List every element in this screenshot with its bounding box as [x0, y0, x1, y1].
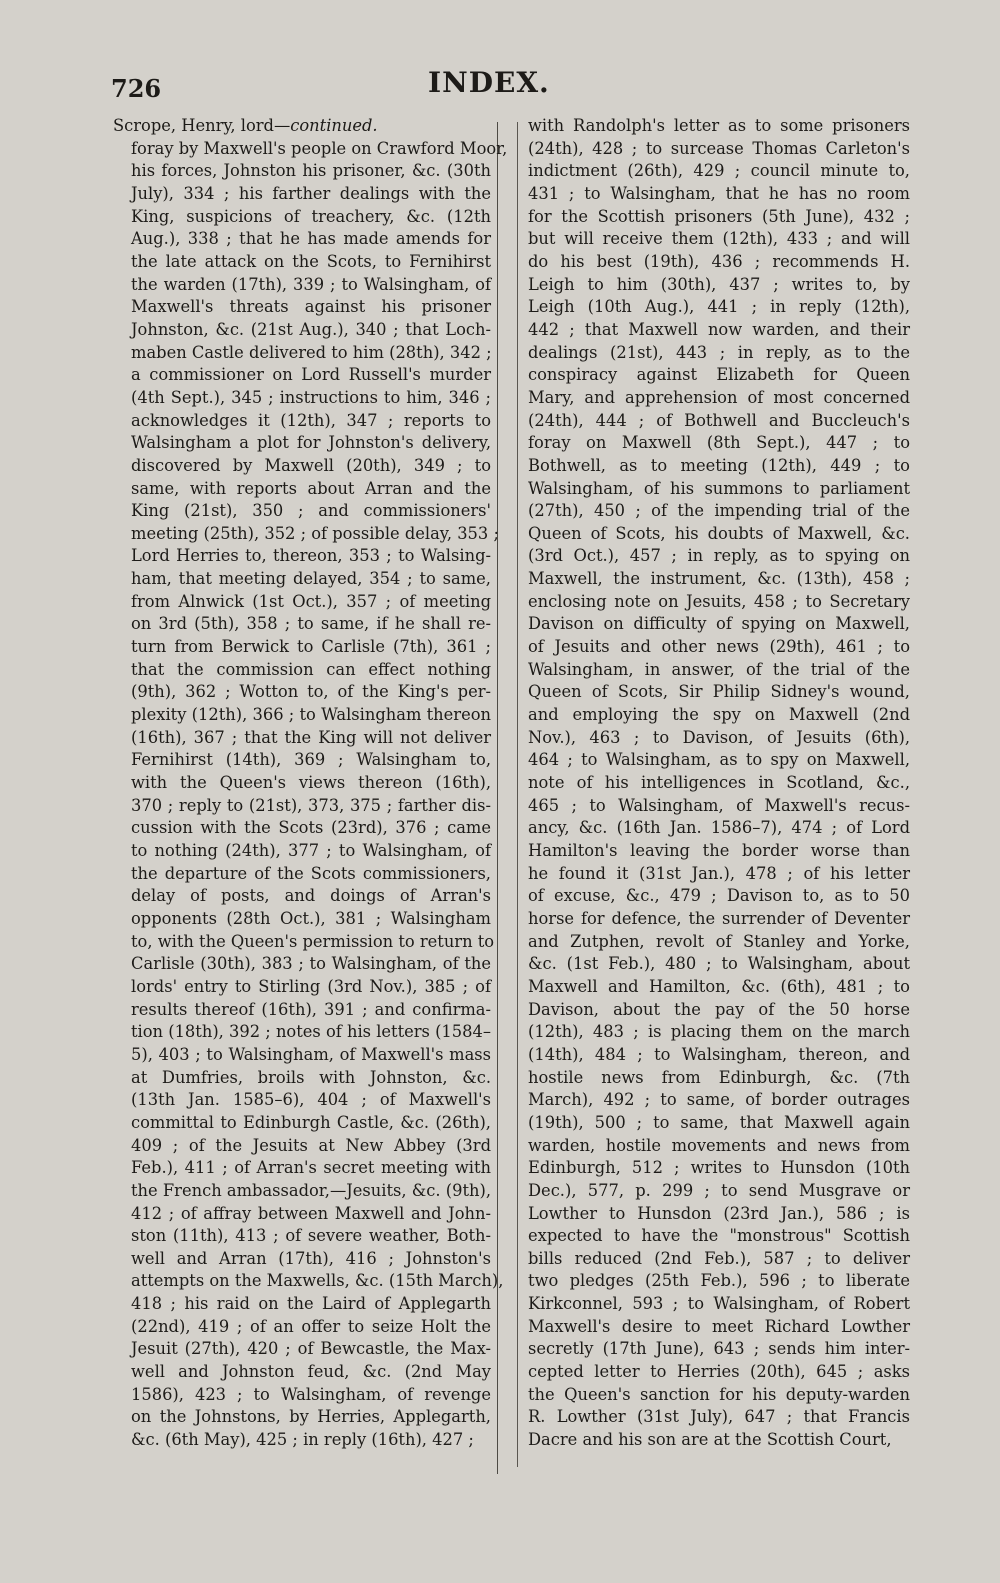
index-line: committal to Edinburgh Castle, &c. (26th),: [131, 1112, 491, 1132]
index-line: Aug.), 338 ; that he has made amends for: [131, 229, 491, 249]
index-line: 370 ; reply to (21st), 373, 375 ; farther dis-: [131, 795, 491, 815]
index-line: Leigh (10th Aug.), 441 ; in reply (12th),: [528, 297, 910, 317]
index-line: well and Johnston feud, &c. (2nd May: [131, 1362, 491, 1382]
index-line: bills reduced (2nd Feb.), 587 ; to deliver: [528, 1248, 910, 1268]
entry-heading-name: Scrope, Henry, lord—: [113, 116, 291, 135]
index-line: Queen of Scots, his doubts of Maxwell, &c.: [528, 523, 910, 543]
index-line: expected to have the "monstrous" Scottish: [528, 1226, 910, 1246]
index-line: Kirkconnel, 593 ; to Walsingham, of Robert: [528, 1294, 910, 1314]
index-line: 412 ; of affray between Maxwell and John-: [131, 1203, 491, 1223]
index-line: (3rd Oct.), 457 ; in reply, as to spying on: [528, 546, 910, 566]
index-line: maben Castle delivered to him (28th), 342 ;: [131, 342, 492, 362]
index-line: the departure of the Scots commissioners,: [131, 863, 491, 883]
index-line: Maxwell's desire to meet Richard Lowther: [528, 1316, 910, 1336]
index-line: with Randolph's letter as to some prisoners: [528, 116, 910, 135]
index-line: (22nd), 419 ; of an offer to seize Holt the: [131, 1316, 491, 1336]
index-line: Edinburgh, 512 ; writes to Hunsdon (10th: [528, 1158, 910, 1178]
index-line: delay of posts, and doings of Arran's: [131, 886, 491, 906]
index-line: cepted letter to Herries (20th), 645 ; asks: [528, 1362, 910, 1382]
index-line: meeting (25th), 352 ; of possible delay, 353 ;: [131, 523, 499, 543]
index-line: 5), 403 ; to Walsingham, of Maxwell's mass: [131, 1044, 491, 1064]
index-line: King (21st), 350 ; and commissioners': [131, 501, 491, 521]
index-line: note of his intelligences in Scotland, &c.,: [528, 773, 910, 793]
index-line: Walsingham a plot for Johnston's delivery,: [131, 433, 491, 453]
entry-heading: [113, 115, 491, 138]
index-line: Lord Herries to, thereon, 353 ; to Walsing-: [131, 546, 491, 566]
index-line: Dacre and his son are at the Scottish Court,: [528, 1430, 892, 1450]
index-line: the late attack on the Scots, to Fernihirst: [131, 251, 491, 271]
index-line: to nothing (24th), 377 ; to Walsingham, of: [131, 841, 491, 860]
index-line: (24th), 428 ; to surcease Thomas Carleton's: [528, 138, 910, 158]
index-line: 431 ; to Walsingham, that he has no room: [528, 183, 910, 203]
index-line: Dec.), 577, p. 299 ; to send Musgrave or: [528, 1180, 910, 1200]
column-divider-inner: [517, 122, 518, 1467]
index-line: turn from Berwick to Carlisle (7th), 361 ;: [131, 637, 491, 657]
index-line: his forces, Johnston his prisoner, &c. (30th: [131, 161, 491, 181]
index-line: on 3rd (5th), 358 ; to same, if he shall re-: [131, 614, 491, 634]
index-line: 464 ; to Walsingham, as to spy on Maxwell,: [528, 750, 910, 770]
index-line: Carlisle (30th), 383 ; to Walsingham, of the: [131, 954, 491, 974]
index-line: at Dumfries, broils with Johnston, &c.: [131, 1067, 491, 1087]
index-line: enclosing note on Jesuits, 458 ; to Secretary: [528, 591, 910, 611]
index-line: Feb.), 411 ; of Arran's secret meeting with: [131, 1158, 491, 1178]
page-number: 726: [111, 74, 162, 103]
index-line: Nov.), 463 ; to Davison, of Jesuits (6th),: [528, 727, 910, 747]
index-line: he found it (31st Jan.), 478 ; of his letter: [528, 863, 910, 883]
index-line: foray on Maxwell (8th Sept.), 447 ; to: [528, 433, 910, 453]
index-line: for the Scottish prisoners (5th June), 432 ;: [528, 206, 910, 226]
index-line: the French ambassador,—Jesuits, &c. (9th),: [131, 1180, 491, 1200]
index-line: of Jesuits and other news (29th), 461 ; to: [528, 637, 910, 657]
index-line: on the Johnstons, by Herries, Applegarth,: [131, 1407, 491, 1427]
index-line: Maxwell and Hamilton, &c. (6th), 481 ; to: [528, 976, 910, 996]
index-line: indictment (26th), 429 ; council minute to,: [528, 161, 910, 181]
right-column: [528, 115, 910, 1452]
index-line: from Alnwick (1st Oct.), 357 ; of meeting: [131, 591, 491, 611]
index-line: and Zutphen, revolt of Stanley and Yorke,: [528, 931, 910, 951]
index-line: the Queen's sanction for his deputy-warden: [528, 1384, 910, 1404]
page-title: INDEX.: [428, 66, 550, 99]
index-line: ancy, &c. (16th Jan. 1586–7), 474 ; of Lord: [528, 818, 910, 838]
index-line: King, suspicions of treachery, &c. (12th: [131, 206, 491, 226]
index-line: two pledges (25th Feb.), 596 ; to liberate: [528, 1271, 910, 1291]
index-line: Bothwell, as to meeting (12th), 449 ; to: [528, 455, 910, 475]
index-line: do his best (19th), 436 ; recommends H.: [528, 251, 910, 271]
index-line: cussion with the Scots (23rd), 376 ; came: [131, 818, 491, 838]
index-line: 442 ; that Maxwell now warden, and their: [528, 319, 910, 339]
index-line: (24th), 444 ; of Bothwell and Buccleuch's: [528, 410, 910, 430]
index-line: and employing the spy on Maxwell (2nd: [528, 705, 910, 725]
index-line: hostile news from Edinburgh, &c. (7th: [528, 1067, 910, 1087]
index-line: Walsingham, of his summons to parliament: [528, 478, 910, 498]
index-line: March), 492 ; to same, of border outrages: [528, 1090, 910, 1110]
index-line: plexity (12th), 366 ; to Walsingham thereon: [131, 705, 491, 725]
index-line: lords' entry to Stirling (3rd Nov.), 385 ; of: [131, 976, 491, 996]
index-line: 1586), 423 ; to Walsingham, of revenge: [131, 1384, 491, 1404]
index-line: foray by Maxwell's people on Crawford Moor,: [131, 138, 508, 158]
index-line: 409 ; of the Jesuits at New Abbey (3rd: [131, 1135, 491, 1155]
index-line: secretly (17th June), 643 ; sends him inter-: [528, 1339, 910, 1359]
index-line: Fernihirst (14th), 369 ; Walsingham to,: [131, 750, 491, 770]
index-line: (27th), 450 ; of the impending trial of the: [528, 501, 910, 521]
index-line: that the commission can effect nothing: [131, 659, 491, 679]
entry-heading-continued: continued.: [290, 116, 378, 135]
index-line: tion (18th), 392 ; notes of his letters (1584–: [131, 1022, 491, 1042]
index-line: the warden (17th), 339 ; to Walsingham, of: [131, 274, 491, 294]
index-line: July), 334 ; his farther dealings with the: [131, 183, 491, 203]
index-line: of excuse, &c., 479 ; Davison to, as to 50: [528, 886, 910, 906]
index-line: Davison on difficulty of spying on Maxwell,: [528, 614, 910, 634]
index-line: (14th), 484 ; to Walsingham, thereon, and: [528, 1044, 910, 1064]
index-line: (4th Sept.), 345 ; instructions to him, 346 ;: [131, 387, 491, 407]
index-line: Davison, about the pay of the 50 horse: [528, 999, 910, 1019]
index-line: &c. (6th May), 425 ; in reply (16th), 427 ;: [131, 1430, 474, 1450]
index-line: Johnston, &c. (21st Aug.), 340 ; that Loch-: [131, 319, 491, 339]
index-line: to, with the Queen's permission to return to: [131, 931, 495, 951]
index-line: warden, hostile movements and news from: [528, 1135, 910, 1155]
index-line: Mary, and apprehension of most concerned: [528, 387, 910, 407]
index-line: &c. (1st Feb.), 480 ; to Walsingham, about: [528, 954, 910, 974]
index-line: 465 ; to Walsingham, of Maxwell's recus-: [528, 795, 910, 815]
index-line: attempts on the Maxwells, &c. (15th March),: [131, 1271, 504, 1291]
index-line: conspiracy against Elizabeth for Queen: [528, 365, 910, 385]
index-line: Leigh to him (30th), 437 ; writes to, by: [528, 274, 910, 294]
index-line: well and Arran (17th), 416 ; Johnston's: [131, 1248, 491, 1268]
index-line: (13th Jan. 1585–6), 404 ; of Maxwell's: [131, 1090, 491, 1110]
index-line: (12th), 483 ; is placing them on the march: [528, 1022, 910, 1042]
index-line: horse for defence, the surrender of Deventer: [528, 908, 910, 928]
index-line: ston (11th), 413 ; of severe weather, Both-: [131, 1226, 491, 1246]
index-line: Maxwell, the instrument, &c. (13th), 458 ;: [528, 569, 910, 589]
index-line: but will receive them (12th), 433 ; and will: [528, 229, 910, 249]
index-line: opponents (28th Oct.), 381 ; Walsingham: [131, 908, 491, 928]
left-column: [113, 115, 508, 1452]
index-line: discovered by Maxwell (20th), 349 ; to: [131, 455, 491, 475]
index-line: Hamilton's leaving the border worse than: [528, 841, 910, 860]
index-line: with the Queen's views thereon (16th),: [131, 773, 491, 793]
index-line: Queen of Scots, Sir Philip Sidney's wound,: [528, 682, 910, 702]
index-line: 418 ; his raid on the Laird of Applegarth: [131, 1294, 491, 1314]
index-line: (19th), 500 ; to same, that Maxwell again: [528, 1112, 910, 1132]
index-line: acknowledges it (12th), 347 ; reports to: [131, 410, 491, 430]
index-line: (16th), 367 ; that the King will not deliver: [131, 727, 491, 747]
index-line: (9th), 362 ; Wotton to, of the King's per-: [131, 682, 491, 702]
index-line: Walsingham, in answer, of the trial of the: [528, 659, 910, 679]
index-line: same, with reports about Arran and the: [131, 478, 491, 498]
index-line: results thereof (16th), 391 ; and confirma-: [131, 999, 491, 1019]
index-line: a commissioner on Lord Russell's murder: [131, 365, 491, 385]
index-line: R. Lowther (31st July), 647 ; that Francis: [528, 1407, 910, 1427]
index-line: ham, that meeting delayed, 354 ; to same,: [131, 569, 491, 589]
index-line: Maxwell's threats against his prisoner: [131, 297, 491, 317]
index-line: Jesuit (27th), 420 ; of Bewcastle, the Max-: [131, 1339, 491, 1359]
index-line: dealings (21st), 443 ; in reply, as to the: [528, 342, 910, 362]
index-line: Lowther to Hunsdon (23rd Jan.), 586 ; is: [528, 1203, 910, 1223]
